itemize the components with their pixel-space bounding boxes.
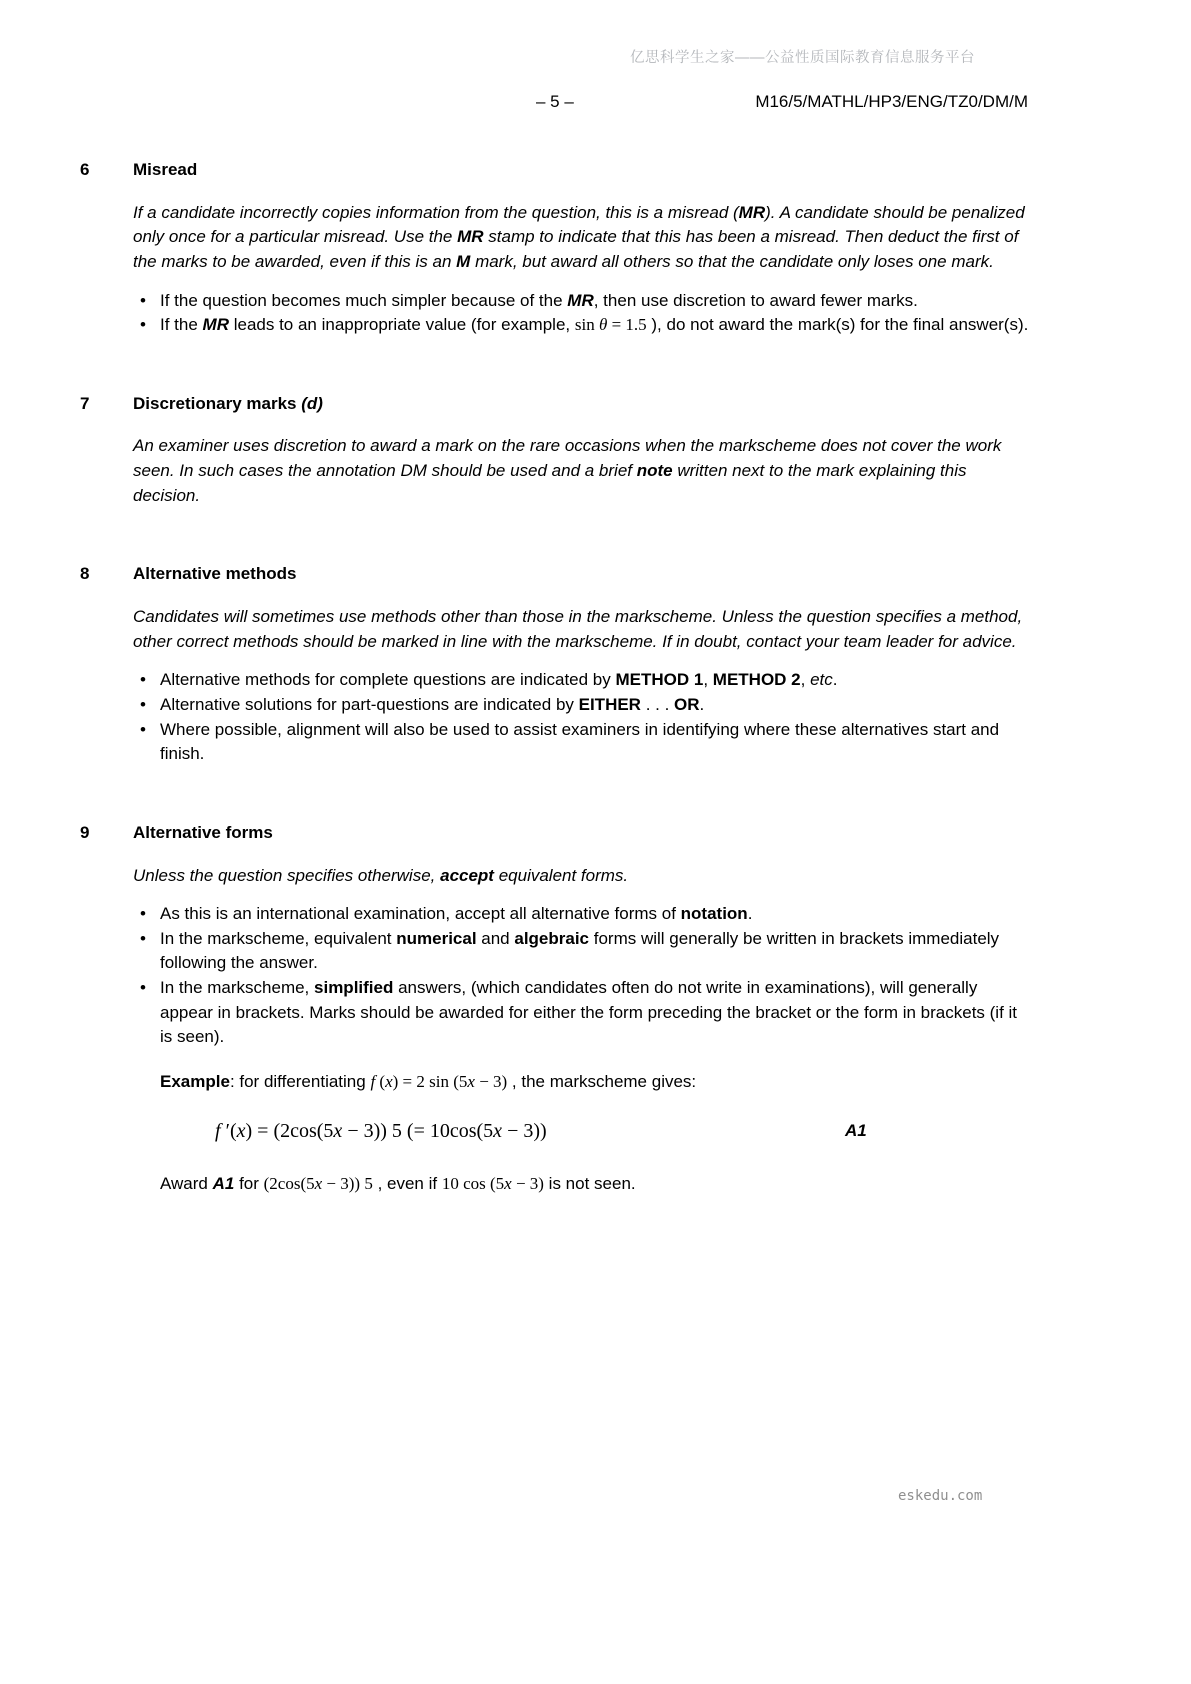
example-block [133, 1070, 1030, 1196]
section-alternative-methods [80, 562, 1030, 766]
section-misread [80, 158, 1030, 338]
document-content [80, 158, 1030, 1196]
section-heading [80, 158, 1030, 183]
section-title: Alternative forms [133, 822, 273, 842]
bullet-item: • In the markscheme, simplified answers, (which candidates often do not write in examinations), will generally appear in brackets. Marks should be awarded for either the form preceding the bracket or the form in brackets (if it is seen). [133, 976, 1030, 1050]
section-alternative-forms [80, 821, 1030, 1196]
bullet-item: • In the markscheme, equivalent numerical and algebraic forms will generally be written in brackets immediately following the answer. [133, 927, 1030, 976]
bullet-list [133, 289, 1030, 338]
bullet-item: • As this is an international examination, accept all alternative forms of notation. [133, 902, 1030, 927]
example-lead: Example: for differentiating f (x) = 2 sin (5x − 3) , the markscheme gives: [160, 1072, 697, 1092]
section-heading [80, 821, 1030, 846]
math-display-row [133, 1117, 1030, 1146]
bullet-list [133, 902, 1030, 1050]
bullet-item: • If the question becomes much simpler because of the MR, then use discretion to award fewer marks. [133, 289, 1030, 314]
doc-code: M16/5/MATHL/HP3/ENG/TZ0/DM/M [755, 92, 1028, 111]
math-display: f ′(x) = (2cos(5x − 3)) 5 (= 10cos(5x − 3)) [215, 1119, 547, 1142]
section-intro: If a candidate incorrectly copies information from the question, this is a misread (MR). A candidate should be penalized only once for a particular misread. Use the MR stamp to indicate that this has been a misread. Then deduct the first of the marks to be awarded, even if this is an M mark, but award all others so that the candidate only loses one mark. [133, 202, 1025, 271]
section-number: 6 [80, 160, 90, 179]
section-body [133, 201, 1030, 338]
section-number: 9 [80, 822, 90, 842]
section-number: 7 [80, 393, 90, 413]
bullet-item: • If the MR leads to an inappropriate value (for example, sin θ = 1.5 ), do not award the mark(s) for the final answer(s). [133, 313, 1030, 338]
award-line: Award A1 for (2cos(5x − 3)) 5 , even if 10 cos (5x − 3) is not seen. [160, 1173, 636, 1193]
section-intro: Candidates will sometimes use methods other than those in the markscheme. Unless the question specifies a method, other correct methods should be marked in line with the markscheme. If in doubt, contact your team leader for advice. [133, 607, 1023, 651]
bullet-item: • Alternative methods for complete questions are indicated by METHOD 1, METHOD 2, etc. [133, 668, 1030, 693]
mark-label: A1 [845, 1120, 867, 1140]
section-intro: An examiner uses discretion to award a mark on the rare occasions when the markscheme does not cover the work seen. In such cases the annotation DM should be used and a brief note written next to the mark explaining this decision. [133, 436, 1002, 505]
section-body [133, 605, 1030, 767]
watermark-text: 亿思科学生之家——公益性质国际教育信息服务平台 [630, 50, 975, 66]
section-title: Alternative methods [133, 564, 297, 584]
footer-site-label: eskedu.com [898, 1488, 983, 1504]
section-number: 8 [80, 564, 90, 584]
section-body [133, 864, 1030, 1197]
section-body [133, 434, 1030, 508]
bullet-list [133, 668, 1030, 767]
section-intro: Unless the question specifies otherwise, accept equivalent forms. [133, 865, 629, 885]
page-number: – 5 – [536, 92, 574, 111]
section-discretionary-marks [80, 392, 1030, 509]
section-title: Discretionary marks (d) [133, 393, 323, 413]
bullet-item: • Where possible, alignment will also be used to assist examiners in identifying where these alternatives start and finish. [133, 718, 1030, 767]
section-heading [80, 562, 1030, 587]
bullet-item: • Alternative solutions for part-questions are indicated by EITHER . . . OR. [133, 693, 1030, 718]
section-title: Misread [133, 160, 198, 179]
section-heading [80, 392, 1030, 417]
